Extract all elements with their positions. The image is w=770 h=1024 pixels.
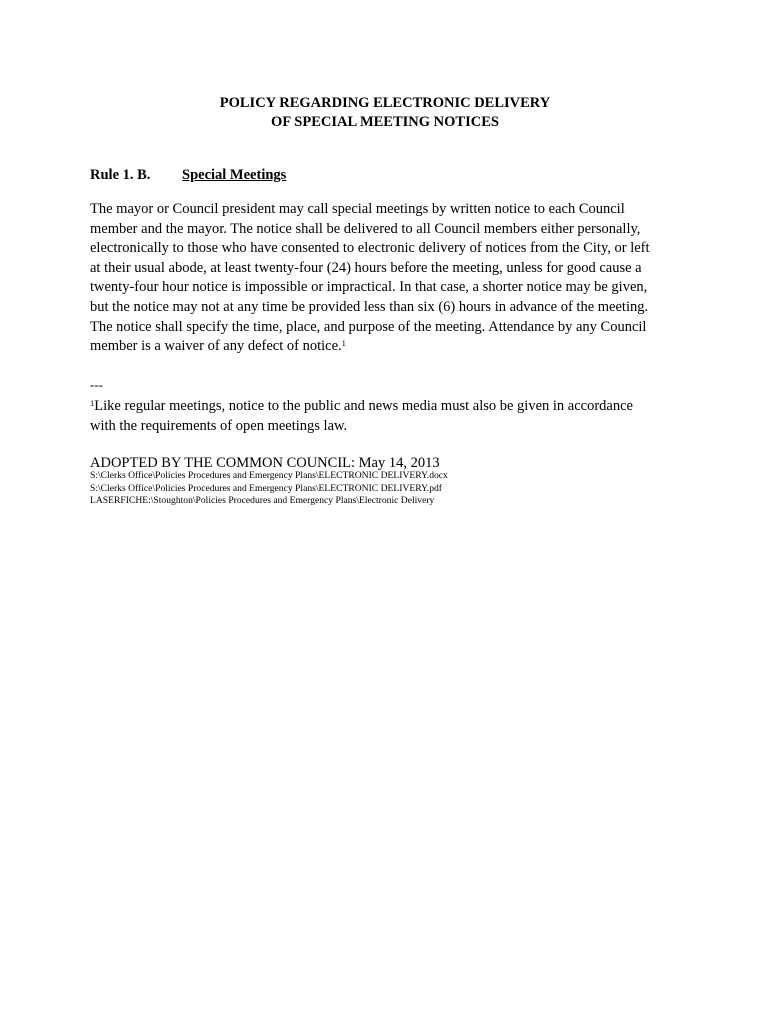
file-path: S:\Clerks Office\Policies Procedures and Emergency Plans\ELECTRONIC DELIVERY.docx xyxy=(90,470,448,481)
body-line: electronically to those who have consented to electronic delivery of notices from the City, or left xyxy=(90,240,650,257)
footnote-marker: 1 xyxy=(90,398,95,408)
document-title xyxy=(0,94,770,132)
rule-heading xyxy=(90,166,286,184)
title-line-1: POLICY REGARDING ELECTRONIC DELIVERY xyxy=(219,95,551,111)
file-path: LASERFICHE:\Stoughton\Policies Procedures and Emergency Plans\Electronic Delivery xyxy=(90,495,435,506)
body-line-last xyxy=(90,337,680,357)
rule-number: Rule 1. B. xyxy=(90,167,151,183)
body-line: twenty-four hour notice is impossible or impractical. In that case, a shorter notice may be given, xyxy=(90,279,648,296)
body-paragraph xyxy=(90,200,680,357)
file-paths xyxy=(90,470,448,508)
footnote xyxy=(90,397,690,436)
body-line: The notice shall specify the time, place, and purpose of the meeting. Attendance by any Council xyxy=(90,318,647,335)
footnote-line-2: with the requirements of open meetings law. xyxy=(90,417,348,434)
title-line-2: OF SPECIAL MEETING NOTICES xyxy=(271,114,499,130)
body-line: but the notice may not at any time be provided less than six (6) hours in advance of the meeting. xyxy=(90,298,649,315)
body-line-text: member is a waiver of any defect of notice. xyxy=(90,338,342,355)
footnote-text: Like regular meetings, notice to the public and news media must also be given in accordance xyxy=(94,398,633,414)
body-line: at their usual abode, at least twenty-four (24) hours before the meeting, unless for good cause a xyxy=(90,259,642,276)
footnote-line-1 xyxy=(90,397,690,417)
adoption-statement: ADOPTED BY THE COMMON COUNCIL: May 14, 2013 xyxy=(90,455,440,471)
file-path: S:\Clerks Office\Policies Procedures and Emergency Plans\ELECTRONIC DELIVERY.pdf xyxy=(90,482,442,494)
footnote-reference: 1 xyxy=(341,338,346,349)
body-line: The mayor or Council president may call special meetings by written notice to each Council xyxy=(90,201,625,217)
body-line: member and the mayor. The notice shall be delivered to all Council members either personally, xyxy=(90,220,641,237)
footnote-separator: --- xyxy=(90,377,103,392)
rule-title: Special Meetings xyxy=(182,167,287,183)
